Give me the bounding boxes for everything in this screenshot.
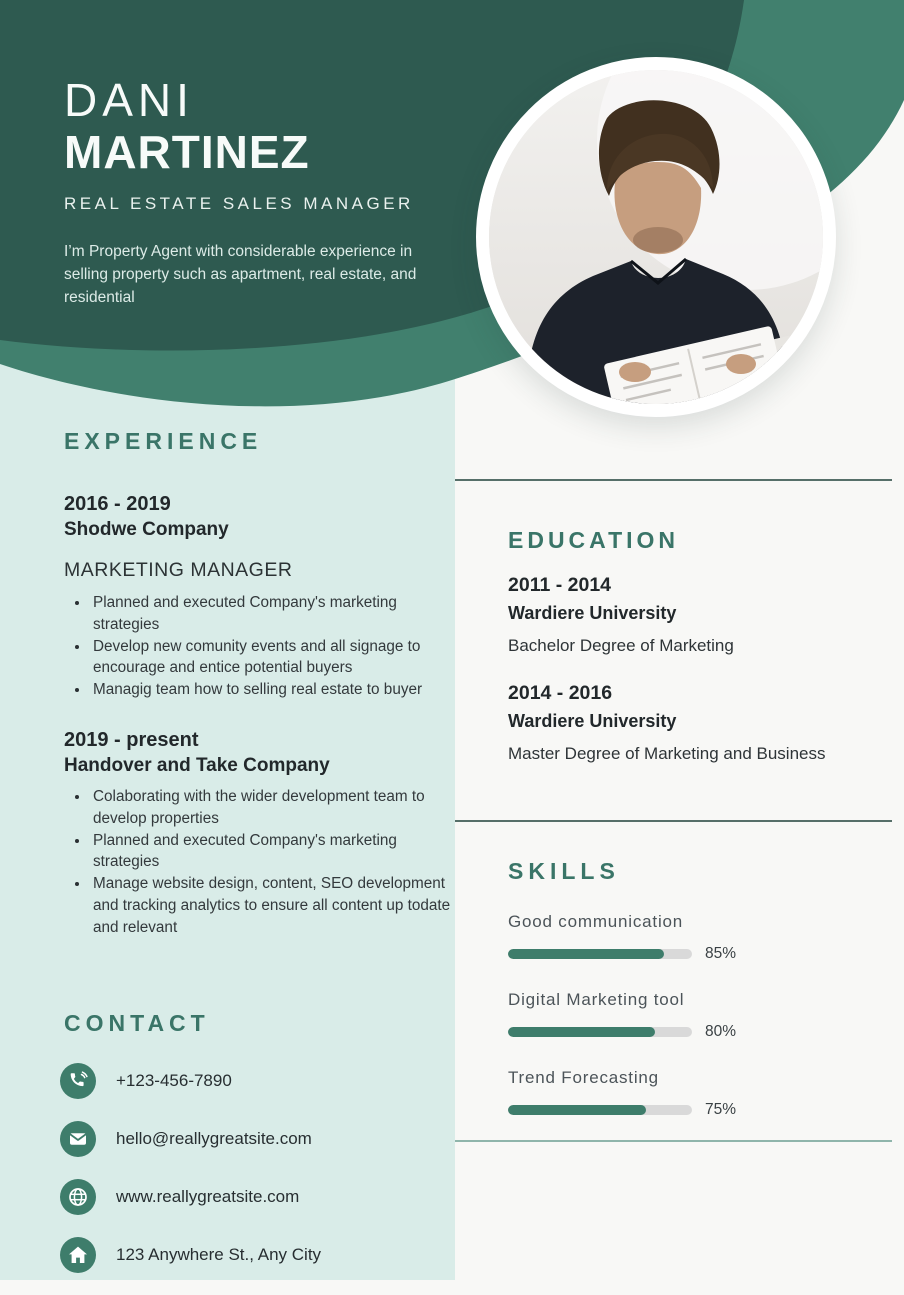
education-period: 2014 - 2016	[508, 682, 613, 704]
experience-bullet: • Managig team how to selling real estate to buyer	[90, 679, 456, 701]
skill-name: Good communication	[508, 912, 684, 931]
experience-bullet: • Planned and executed Company's marketing strategies	[90, 592, 456, 636]
experience-company: Handover and Take Company	[64, 754, 330, 776]
experience-entry	[64, 727, 456, 939]
contact-section	[60, 1010, 440, 1295]
education-section	[508, 527, 878, 764]
experience-bullet: • Develop new comunity events and all signage to encourage and entice potential buyers	[90, 636, 456, 680]
education-period: 2011 - 2014	[508, 574, 612, 596]
contact-heading: CONTACT	[64, 1010, 210, 1036]
contact-row-address	[60, 1237, 440, 1273]
name-block	[64, 74, 464, 309]
experience-bullet: • Planned and executed Company's marketing strategies	[90, 830, 456, 874]
experience-entry	[64, 491, 456, 701]
contact-row-website	[60, 1179, 440, 1215]
website-url: www.reallygreatsite.com	[116, 1187, 300, 1206]
phone-number: +123-456-7890	[116, 1071, 232, 1090]
experience-bullet: • Colaborating with the wider development team to develop properties	[90, 786, 456, 830]
education-degree: Bachelor Degree of Marketing	[508, 636, 734, 655]
contact-row-email	[60, 1121, 440, 1157]
education-school: Wardiere University	[508, 603, 677, 623]
job-title: REAL ESTATE SALES MANAGER	[64, 194, 414, 213]
skill-row	[508, 990, 878, 1041]
skill-bar-track	[508, 1027, 692, 1037]
experience-period: 2019 - present	[64, 728, 199, 751]
last-name: MARTINEZ	[64, 126, 310, 178]
street-address: 123 Anywhere St., Any City	[116, 1245, 322, 1264]
skill-bar-fill	[508, 1105, 646, 1115]
first-name: DANI	[64, 74, 194, 126]
divider-line	[455, 820, 892, 822]
education-heading: EDUCATION	[508, 527, 680, 553]
experience-bullets	[64, 592, 456, 701]
experience-period: 2016 - 2019	[64, 493, 171, 515]
education-degree: Master Degree of Marketing and Business	[508, 744, 826, 763]
experience-heading: EXPERIENCE	[64, 428, 263, 454]
experience-bullet: • Manage website design, content, SEO development and tracking analytics to ensure all content up todate and relevant	[90, 873, 456, 938]
skill-bar-track	[508, 949, 692, 959]
profile-photo-illustration	[489, 70, 823, 404]
phone-icon	[60, 1063, 96, 1099]
skill-percent: 75%	[705, 1101, 737, 1118]
experience-bullets	[64, 786, 456, 939]
profile-photo	[476, 57, 836, 417]
skill-name: Trend Forecasting	[508, 1068, 659, 1087]
profile-summary: I’m Property Agent with considerable experience in selling property such as apartment, real estate, and residential	[64, 243, 417, 306]
education-entry	[508, 572, 878, 656]
skills-section	[508, 858, 878, 1119]
experience-company: Shodwe Company	[64, 519, 229, 540]
globe-icon	[60, 1179, 96, 1215]
skill-bar-fill	[508, 1027, 655, 1037]
contact-row-phone	[60, 1063, 440, 1099]
experience-section	[64, 428, 456, 939]
skill-percent: 80%	[705, 1023, 737, 1040]
skill-row	[508, 912, 878, 963]
divider-line	[455, 479, 892, 481]
email-address: hello@reallygreatsite.com	[116, 1129, 312, 1148]
home-icon	[60, 1237, 96, 1273]
education-entry	[508, 680, 878, 764]
divider-line	[455, 1140, 892, 1142]
email-icon	[60, 1121, 96, 1157]
skill-row	[508, 1068, 878, 1119]
skill-name: Digital Marketing tool	[508, 990, 685, 1009]
experience-role: MARKETING MANAGER	[64, 559, 293, 581]
skill-bar-track	[508, 1105, 692, 1115]
skill-bar-fill	[508, 949, 664, 959]
skill-percent: 85%	[705, 945, 737, 962]
skills-heading: SKILLS	[508, 858, 620, 884]
education-school: Wardiere University	[508, 711, 677, 731]
contact-list	[60, 1063, 440, 1273]
